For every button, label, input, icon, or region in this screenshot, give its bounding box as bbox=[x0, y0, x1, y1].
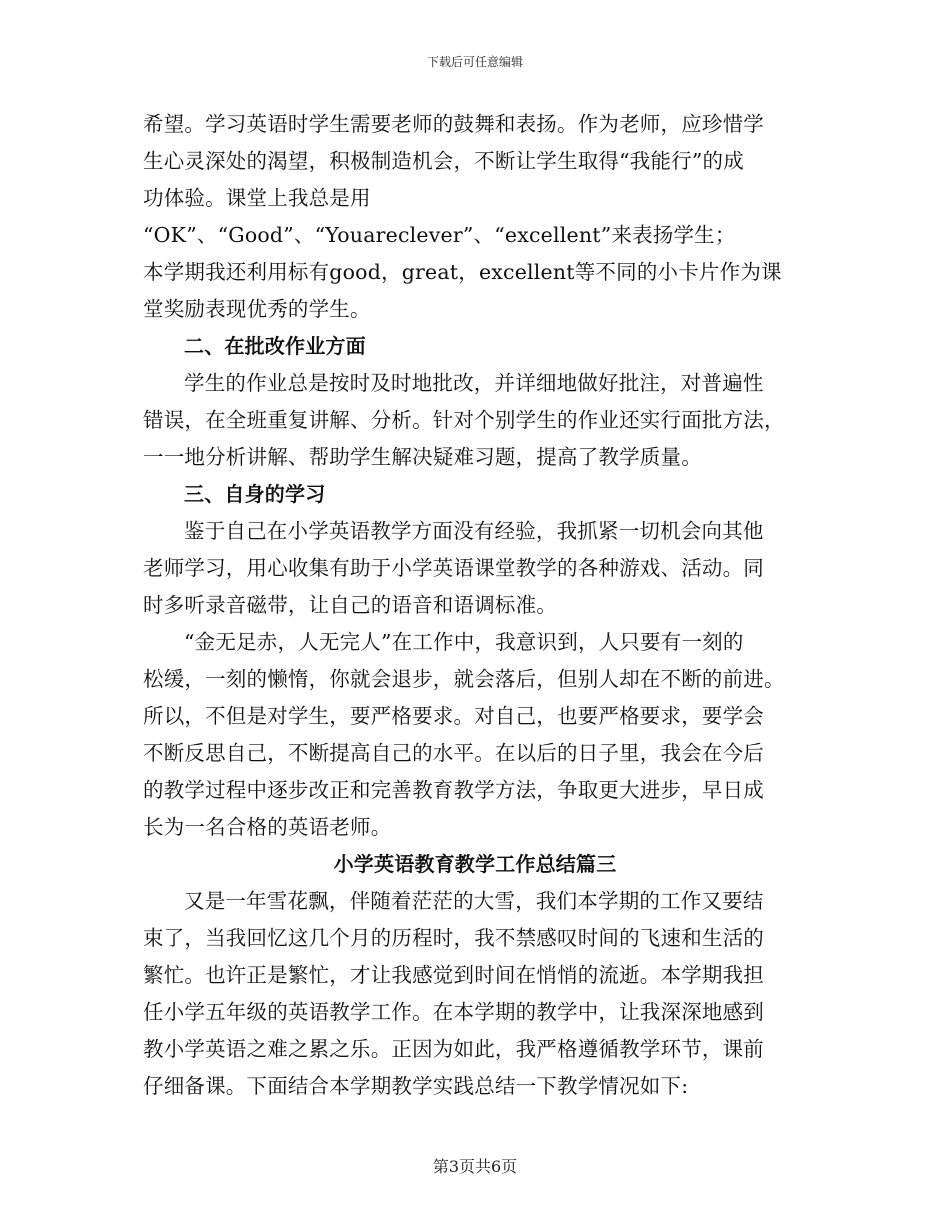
text-line: 错误，在全班重复讲解、分析。针对个别学生的作业还实行面批方法， bbox=[143, 408, 785, 432]
text-line: 教小学英语之难之累之乐。正因为如此，我严格遵循教学环节，课前 bbox=[143, 1037, 764, 1061]
text-line: 鉴于自己在小学英语教学方面没有经验，我抓紧一切机会向其他 bbox=[184, 519, 764, 543]
text-line: “金无足赤，人无完人”在工作中，我意识到，人只要有一刻的 bbox=[184, 630, 744, 654]
text-line: 松缓，一刻的懒惰，你就会退步，就会落后，但别人却在不断的前进。 bbox=[143, 667, 785, 691]
text-line: 生心灵深处的渴望，积极制造机会，不断让学生取得“我能行”的成 bbox=[143, 149, 744, 173]
section-heading: 三、自身的学习 bbox=[184, 482, 326, 506]
text-line: 繁忙。也许正是繁忙，才让我感觉到时间在悄悄的流逝。本学期我担 bbox=[143, 963, 764, 987]
text-line: 希望。学习英语时学生需要老师的鼓舞和表扬。作为老师，应珍惜学 bbox=[143, 112, 764, 136]
page-header: 下载后可任意编辑 bbox=[426, 55, 523, 69]
text-line: 又是一年雪花飘，伴随着茫茫的大雪，我们本学期的工作又要结 bbox=[184, 889, 764, 913]
text-line: 的教学过程中逐步改正和完善教育教学方法，争取更大进步，早日成 bbox=[143, 778, 764, 802]
text-line: 学生的作业总是按时及时地批改，并详细地做好批注，对普遍性 bbox=[184, 371, 764, 395]
text-line: 功体验。课堂上我总是用 bbox=[143, 186, 371, 210]
text-line: 不断反思自己，不断提高自己的水平。在以后的日子里，我会在今后 bbox=[143, 741, 764, 765]
text-line: 堂奖励表现优秀的学生。 bbox=[143, 297, 371, 321]
text-line: 所以，不但是对学生，要严格要求。对自己，也要严格要求，要学会 bbox=[143, 704, 764, 728]
text-line: 一一地分析讲解、帮助学生解决疑难习题，提高了教学质量。 bbox=[143, 445, 702, 469]
document-body bbox=[143, 106, 807, 1105]
text-line: 仔细备课。下面结合本学期教学实践总结一下教学情况如下: bbox=[143, 1074, 689, 1098]
text-line: 本学期我还利用标有good，great，excellent等不同的小卡片作为课 bbox=[143, 260, 782, 284]
section-title: 小学英语教育教学工作总结篇三 bbox=[333, 852, 617, 876]
text-line: 长为一名合格的英语老师。 bbox=[143, 815, 392, 839]
text-line: “OK”、“Good”、“Youareclever”、“excellent”来表扬学生； bbox=[143, 223, 736, 247]
text-line: 时多听录音磁带，让自己的语音和语调标准。 bbox=[143, 593, 557, 617]
text-line: 老师学习，用心收集有助于小学英语课堂教学的各种游戏、活动。同 bbox=[143, 556, 764, 580]
page-footer: 第3页共6页 bbox=[432, 1157, 518, 1176]
text-line: 任小学五年级的英语教学工作。在本学期的教学中，让我深深地感到 bbox=[143, 1000, 764, 1024]
text-line: 束了，当我回忆这几个月的历程时，我不禁感叹时间的飞速和生活的 bbox=[143, 926, 764, 950]
section-heading: 二、在批改作业方面 bbox=[184, 334, 366, 358]
